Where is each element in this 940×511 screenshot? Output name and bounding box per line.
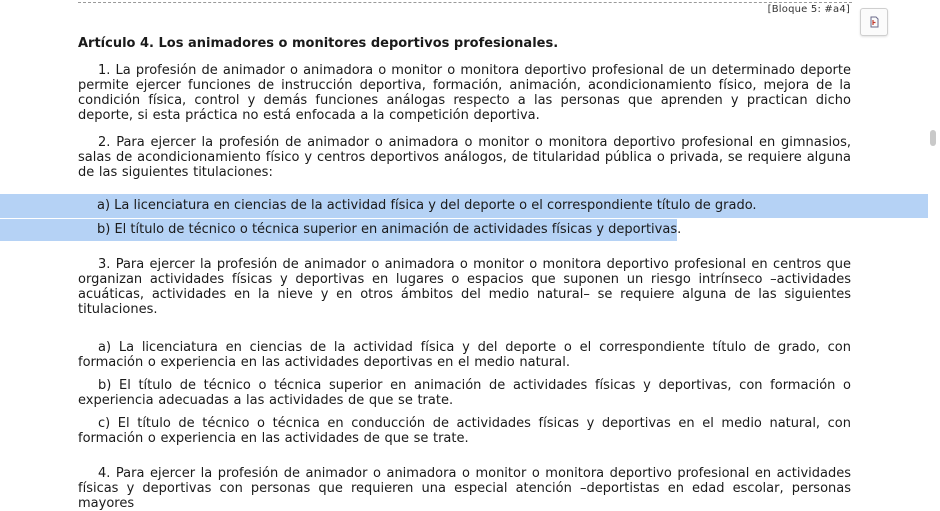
article-body <box>78 36 851 180</box>
list-item-2a: a) La licenciatura en ciencias de la actividad física y del deporte o el correspondiente título de grado. <box>97 198 757 213</box>
list-item-2b: b) El título de técnico o técnica superior en animación de actividades físicas y deportivas. <box>97 222 682 237</box>
paragraph-4: 4. Para ejercer la profesión de animador o animadora o monitor o monitora deportivo profesional en actividades físicas y deportivas con personas que requieren una especial atención –deportistas en edad escolar, personas mayores <box>78 466 851 511</box>
list-item-3c: c) El título de técnico o técnica en conducción de actividades físicas y deportivas en el medio natural, con formación o experiencia en las actividades de que se trate. <box>78 416 851 446</box>
paragraph-1: 1. La profesión de animador o animadora o monitor o monitora deportivo profesional de un determinado deporte permite ejercer funciones de instrucción deportiva, formación, animación, acondicionamiento físico, mejora de la condición física, control y demás funciones análogas respecto a las personas que aprenden y practican dicho deporte, si esta práctica no está enfocada a la competición deportiva. <box>78 63 851 123</box>
block-tag: [Bloque 5: #a4] <box>767 4 850 15</box>
list-item-3b: b) El título de técnico o técnica superior en animación de actividades físicas y deportivas, con formación o experiencia adecuadas a las actividades de que se trate. <box>78 378 851 408</box>
article-body-continued <box>78 257 851 511</box>
paragraph-3: 3. Para ejercer la profesión de animador o animadora o monitor o monitora deportivo profesional en centros que organizan actividades físicas y deportivas en lugares o espacios que suponen un riesgo intrínseco –actividades acuáticas, actividades en la nieve y en otros ámbitos del medio natural– se requiere alguna de las siguientes titulaciones. <box>78 257 851 317</box>
document-icon <box>867 15 881 29</box>
paragraph-2: 2. Para ejercer la profesión de animador o animadora o monitor o monitora deportivo profesional en gimnasios, salas de acondicionamiento físico y centros deportivos análogos, de titularidad pública o privada, se requiere alguna de las siguientes titulaciones: <box>78 135 851 180</box>
document-icon-button[interactable] <box>860 8 888 36</box>
article-title: Artículo 4. Los animadores o monitores deportivos profesionales. <box>78 36 559 51</box>
page-top-divider <box>78 2 852 3</box>
list-item-3a: a) La licenciatura en ciencias de la actividad física y del deporte o el correspondiente título de grado, con formación o experiencia en las actividades deportivas en el medio natural. <box>78 340 851 370</box>
scrollbar-thumb[interactable] <box>930 130 936 146</box>
